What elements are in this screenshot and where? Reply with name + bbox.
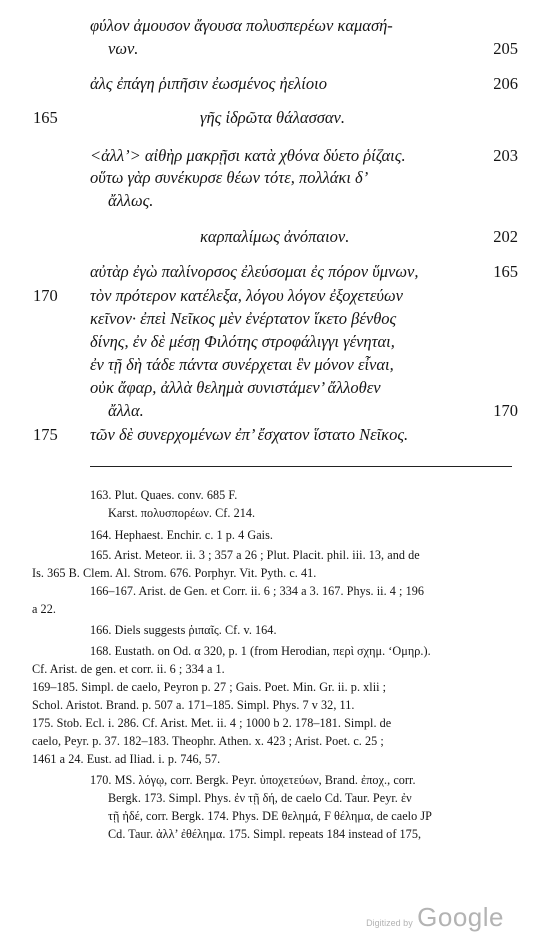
line-number: 170	[493, 401, 518, 420]
verse-text: κεῖνον· ἐπεὶ Νεῖκος μὲν ἐνέρτατον ἵκετο βένθος	[90, 309, 397, 328]
verse-text: <ἀλλ’> αἰθὴρ μακρῇσι κατὰ χθόνα δύετο ῥίζαις.	[90, 146, 406, 165]
line-number: 203	[493, 146, 518, 165]
footnote-line: 166–167. Arist. de Gen. et Corr. ii. 6 ; 334 a 3. 167. Phys. ii. 4 ; 196	[90, 584, 425, 598]
footnote-line: caelo, Peyr. p. 37. 182–183. Theophr. Athen. x. 423 ; Arist. Poet. c. 25 ;	[32, 734, 384, 748]
line-number: 165	[33, 108, 58, 127]
verse-text: γῆς ἱδρῶτα θάλασσαν.	[200, 108, 345, 127]
verse-line	[0, 354, 550, 376]
verse-line	[0, 331, 550, 353]
digitized-label: Digitized by	[366, 918, 413, 928]
verse-text: ἄλλως.	[108, 191, 154, 210]
line-number: 165	[493, 262, 518, 281]
line-number: 175	[33, 425, 58, 444]
line-number: 206	[493, 74, 518, 93]
footnote-line: τῇ ἠδέ, corr. Bergk. 174. Phys. DE θελημά, F θέλημα, de caelo JP	[108, 809, 432, 823]
footnote-line: Cf. Arist. de gen. et corr. ii. 6 ; 334 a 1.	[32, 662, 225, 676]
google-logo: Google	[417, 902, 504, 932]
section-divider	[90, 466, 512, 467]
verse-line	[0, 377, 550, 399]
verse-line	[0, 285, 550, 307]
line-number: 170	[33, 286, 58, 305]
verse-line	[0, 73, 550, 95]
verse-line	[0, 145, 550, 167]
footnote-line: 163. Plut. Quaes. conv. 685 F.	[90, 488, 238, 502]
verse-text: τῶν δὲ συνερχομένων ἐπ’ ἔσχατον ἵστατο Νεῖκος.	[90, 425, 409, 444]
digitized-watermark	[366, 902, 504, 933]
footnote-line: Schol. Aristot. Brand. p. 507 a. 171–185. Simpl. Phys. 7 v 32, 11.	[32, 698, 355, 712]
verse-text: φύλον ἀμουσον ἄγουσα πολυσπερέων καμασή-	[90, 16, 393, 35]
verse-text: οὐκ ἄφαρ, ἀλλὰ θελημὰ συνιστάμεν’ ἄλλοθεν	[90, 378, 381, 397]
line-number: 205	[493, 39, 518, 58]
verse-text: τὸν πρότερον κατέλεξα, λόγου λόγον ἐξοχετεύων	[90, 286, 403, 305]
footnote-line: 168. Eustath. on Od. α 320, p. 1 (from Herodian, περὶ σχημ. ‘Ομηρ.).	[90, 644, 431, 658]
footnote-line: 175. Stob. Ecl. i. 286. Cf. Arist. Met. ii. 4 ; 1000 b 2. 178–181. Simpl. de	[32, 716, 392, 730]
line-number: 202	[493, 227, 518, 246]
verse-line	[0, 190, 550, 212]
footnote-line: Is. 365 B. Clem. Al. Strom. 676. Porphyr. Vit. Pyth. c. 41.	[32, 566, 317, 580]
verse-text: ἐν τῇ δὴ τάδε πάντα συνέρχεται ἓν μόνον εἶναι,	[90, 355, 394, 374]
verse-text: νων.	[108, 39, 139, 58]
footnote-line: Cd. Taur. ἀλλ’ ἐθέλημα. 175. Simpl. repeats 184 instead of 175,	[108, 827, 422, 841]
verse-line	[0, 261, 550, 283]
verse-line	[0, 424, 550, 446]
verse-line	[0, 107, 550, 129]
verse-line	[0, 15, 550, 37]
verse-line	[0, 226, 550, 248]
footnote-line: 170. MS. λόγῳ, corr. Bergk. Peyr. ὑποχετεύων, Brand. ἐποχ., corr.	[90, 773, 416, 787]
footnote-line: Bergk. 173. Simpl. Phys. ἐν τῇ δή, de caelo Cd. Taur. Peyr. ἐν	[108, 791, 412, 805]
footnote-line: 169–185. Simpl. de caelo, Peyron p. 27 ; Gais. Poet. Min. Gr. ii. p. xlii ;	[32, 680, 387, 694]
footnote-line: 164. Hephaest. Enchir. c. 1 p. 4 Gais.	[90, 528, 273, 542]
verse-text: αὐτὰρ ἐγὼ παλίνορσος ἐλεύσομαι ἐς πόρον ὕμνων,	[90, 262, 419, 281]
footnote-line: Karst. πολυσπορέων. Cf. 214.	[108, 506, 256, 520]
verse-text: καρπαλίμως ἀνόπαιον.	[200, 227, 350, 246]
footnote-line: 166. Diels suggests ῥιπαῖς. Cf. v. 164.	[90, 623, 277, 637]
footnote-line: 165. Arist. Meteor. ii. 3 ; 357 a 26 ; Plut. Placit. phil. iii. 13, and de	[90, 548, 420, 562]
footnote-line: 1461 a 24. Eust. ad Iliad. i. p. 746, 57.	[32, 752, 221, 766]
verse-line	[0, 308, 550, 330]
verse-text: ἀλς ἐπάγη ῥιπῆσιν ἐωσμένος ἠελίοιο	[90, 74, 327, 93]
verse-text: δίνης, ἐν δὲ μέσῃ Φιλότης στροφάλιγγι γένηται,	[90, 332, 395, 351]
verse-line	[0, 167, 550, 189]
footnote-line: a 22.	[32, 602, 56, 616]
verse-text: ἄλλα.	[108, 401, 144, 420]
verse-line	[0, 400, 550, 422]
verse-text: οὕτω γὰρ συνέκυρσε θέων τότε, πολλάκι δ’	[90, 168, 369, 187]
verse-line	[0, 38, 550, 60]
